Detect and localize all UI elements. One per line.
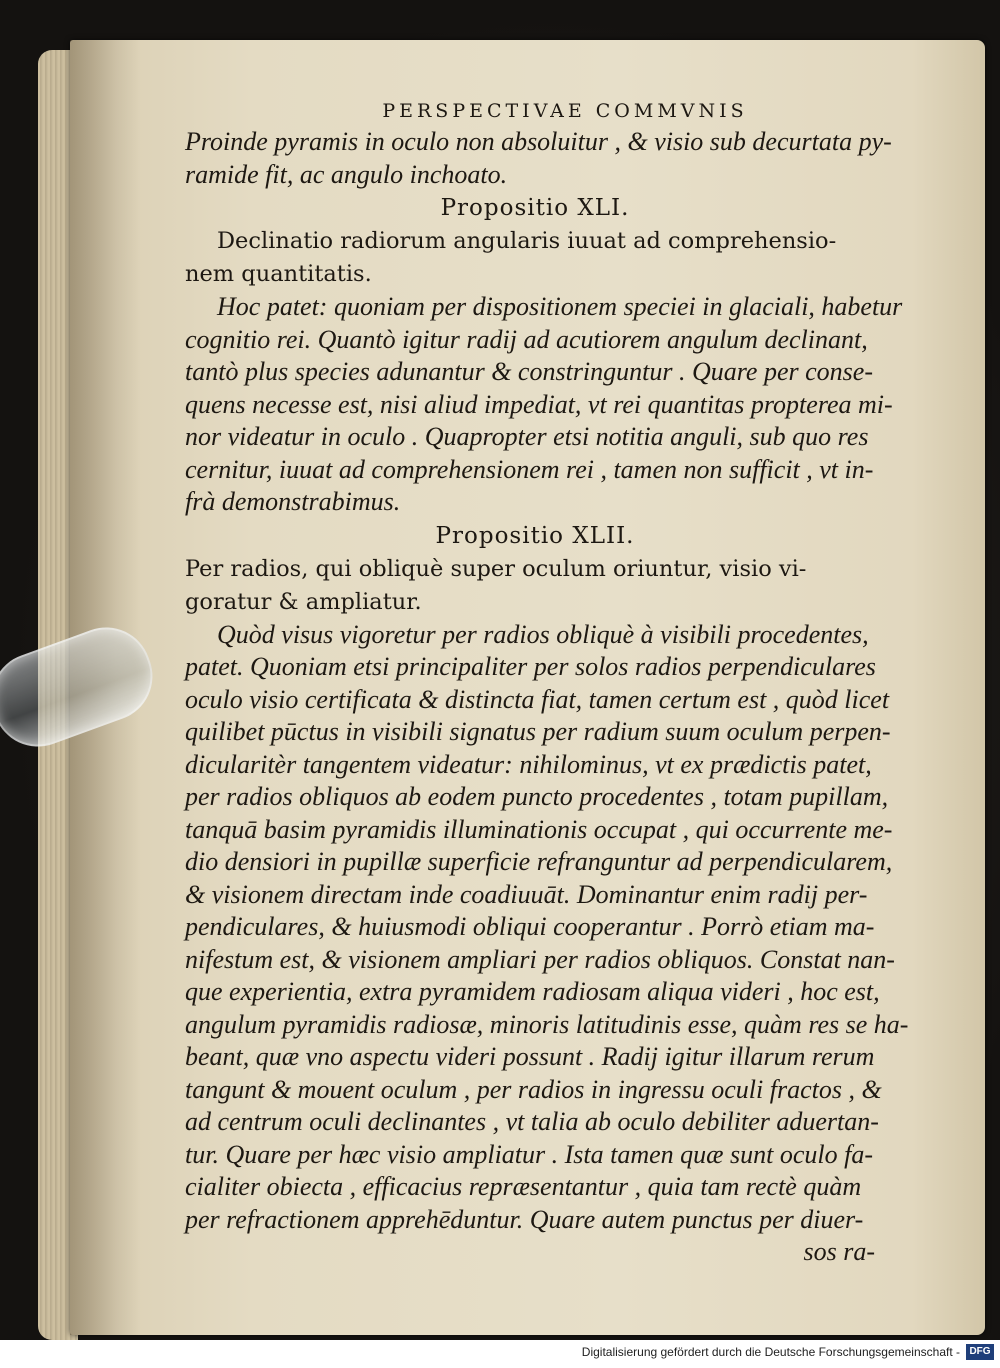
proof-41-line: cognitio rei. Quantò igitur radij ad acutiorem angulum declinant,	[185, 324, 868, 354]
running-head: PERSPECTIVAE COMMVNIS	[382, 100, 748, 122]
proof-41-line: cernitur, iuuat ad comprehensionem rei , tamen non sufficit , vt in-	[185, 454, 874, 484]
proof-42-line: per radios obliquos ab eodem puncto procedentes , totam pupillam,	[185, 782, 889, 811]
dfg-logo-icon: DFG	[966, 1344, 994, 1360]
footer-credit: Digitalisierung gefördert durch die Deutsche Forschungsgemeinschaft -	[581, 1345, 960, 1359]
proof-42-line: dicularitèr tangentem videatur: nihilominus, vt ex prædictis patet,	[185, 749, 872, 779]
proposition-42-statement: goratur & ampliatur.	[185, 588, 422, 615]
proof-42-line: tangunt & mouent oculum , per radios in ingressu oculi fractos , &	[185, 1074, 882, 1104]
intro-line: Proinde pyramis in oculo non absoluitur , & visio sub decurtata py-	[185, 127, 892, 156]
proof-42-line: patet. Quoniam etsi principaliter per solos radios perpendiculares	[185, 652, 876, 681]
proof-41-line: frà demonstrabimus.	[185, 487, 401, 516]
proof-42-line: tanquā basim pyramidis illuminationis occupat , qui occurrente me-	[185, 814, 893, 844]
proposition-41-statement: nem quantitatis.	[185, 261, 372, 287]
proof-42-line: quilibet pūctus in visibili signatus per radium suum oculum perpen-	[185, 717, 891, 746]
intro-line: ramide fit, ac angulo inchoato.	[185, 159, 508, 189]
proof-42-line: beant, quæ vno aspectu videri possunt . Radij igitur illarum rerum	[185, 1042, 875, 1071]
proof-42-line: pendiculares, & huiusmodi obliqui cooperantur . Porrò etiam ma-	[185, 912, 875, 941]
proof-42-line: Quòd visus vigoretur per radios obliquè à visibili procedentes,	[217, 619, 869, 649]
catchword: sos ra-	[803, 1237, 875, 1266]
proof-42-line: cialiter obiecta , efficacius repræsentantur , quia tam rectè quàm	[185, 1172, 862, 1201]
proof-41-line: Hoc patet: quoniam per dispositionem speciei in glaciali, habetur	[217, 292, 903, 321]
proof-42-line: que experientia, extra pyramidem radiosam aliqua videri , hoc est,	[185, 977, 880, 1006]
proof-42-line: oculo visio certificata & distincta fiat, tamen certum est , quòd licet	[185, 684, 890, 714]
proof-42-line: tur. Quare per hæc visio ampliatur . Ista tamen quæ sunt oculo fa-	[185, 1139, 874, 1169]
proposition-41-heading: Propositio XLI.	[440, 195, 630, 221]
proof-41-line: tantò plus species adunantur & constringuntur . Quare per conse-	[185, 357, 873, 386]
proposition-42-statement: Per radios, qui obliquè super oculum oriuntur, visio vi-	[185, 555, 807, 582]
proposition-42-heading: Propositio XLII.	[435, 522, 635, 549]
proof-42-line: dio densiori in pupillæ superficie refranguntur ad perpendicularem,	[185, 847, 893, 876]
proof-42-line: ad centrum oculi declinantes , vt talia ab oculo debiliter aduertan-	[185, 1107, 879, 1136]
proof-42-line: & visionem directam inde coadiuuāt. Dominantur enim radij per-	[185, 879, 868, 909]
proof-41-line: nor videatur in oculo . Quapropter etsi notitia anguli, sub quo res	[185, 422, 869, 451]
proof-42-line: nifestum est, & visionem ampliari per radios obliquos. Constat nan-	[185, 944, 895, 974]
proposition-41-statement: Declinatio radiorum angularis iuuat ad comprehensio-	[217, 228, 837, 254]
proof-42-line: per refractionem apprehēduntur. Quare autem punctus per diuer-	[185, 1204, 864, 1234]
proof-41-line: quens necesse est, nisi aliud impediat, vt rei quantitas propterea mi-	[185, 389, 893, 419]
proof-42-line: angulum pyramidis radiosæ, minoris latitudinis esse, quàm res se ha-	[185, 1009, 909, 1039]
page-text	[185, 100, 909, 1268]
